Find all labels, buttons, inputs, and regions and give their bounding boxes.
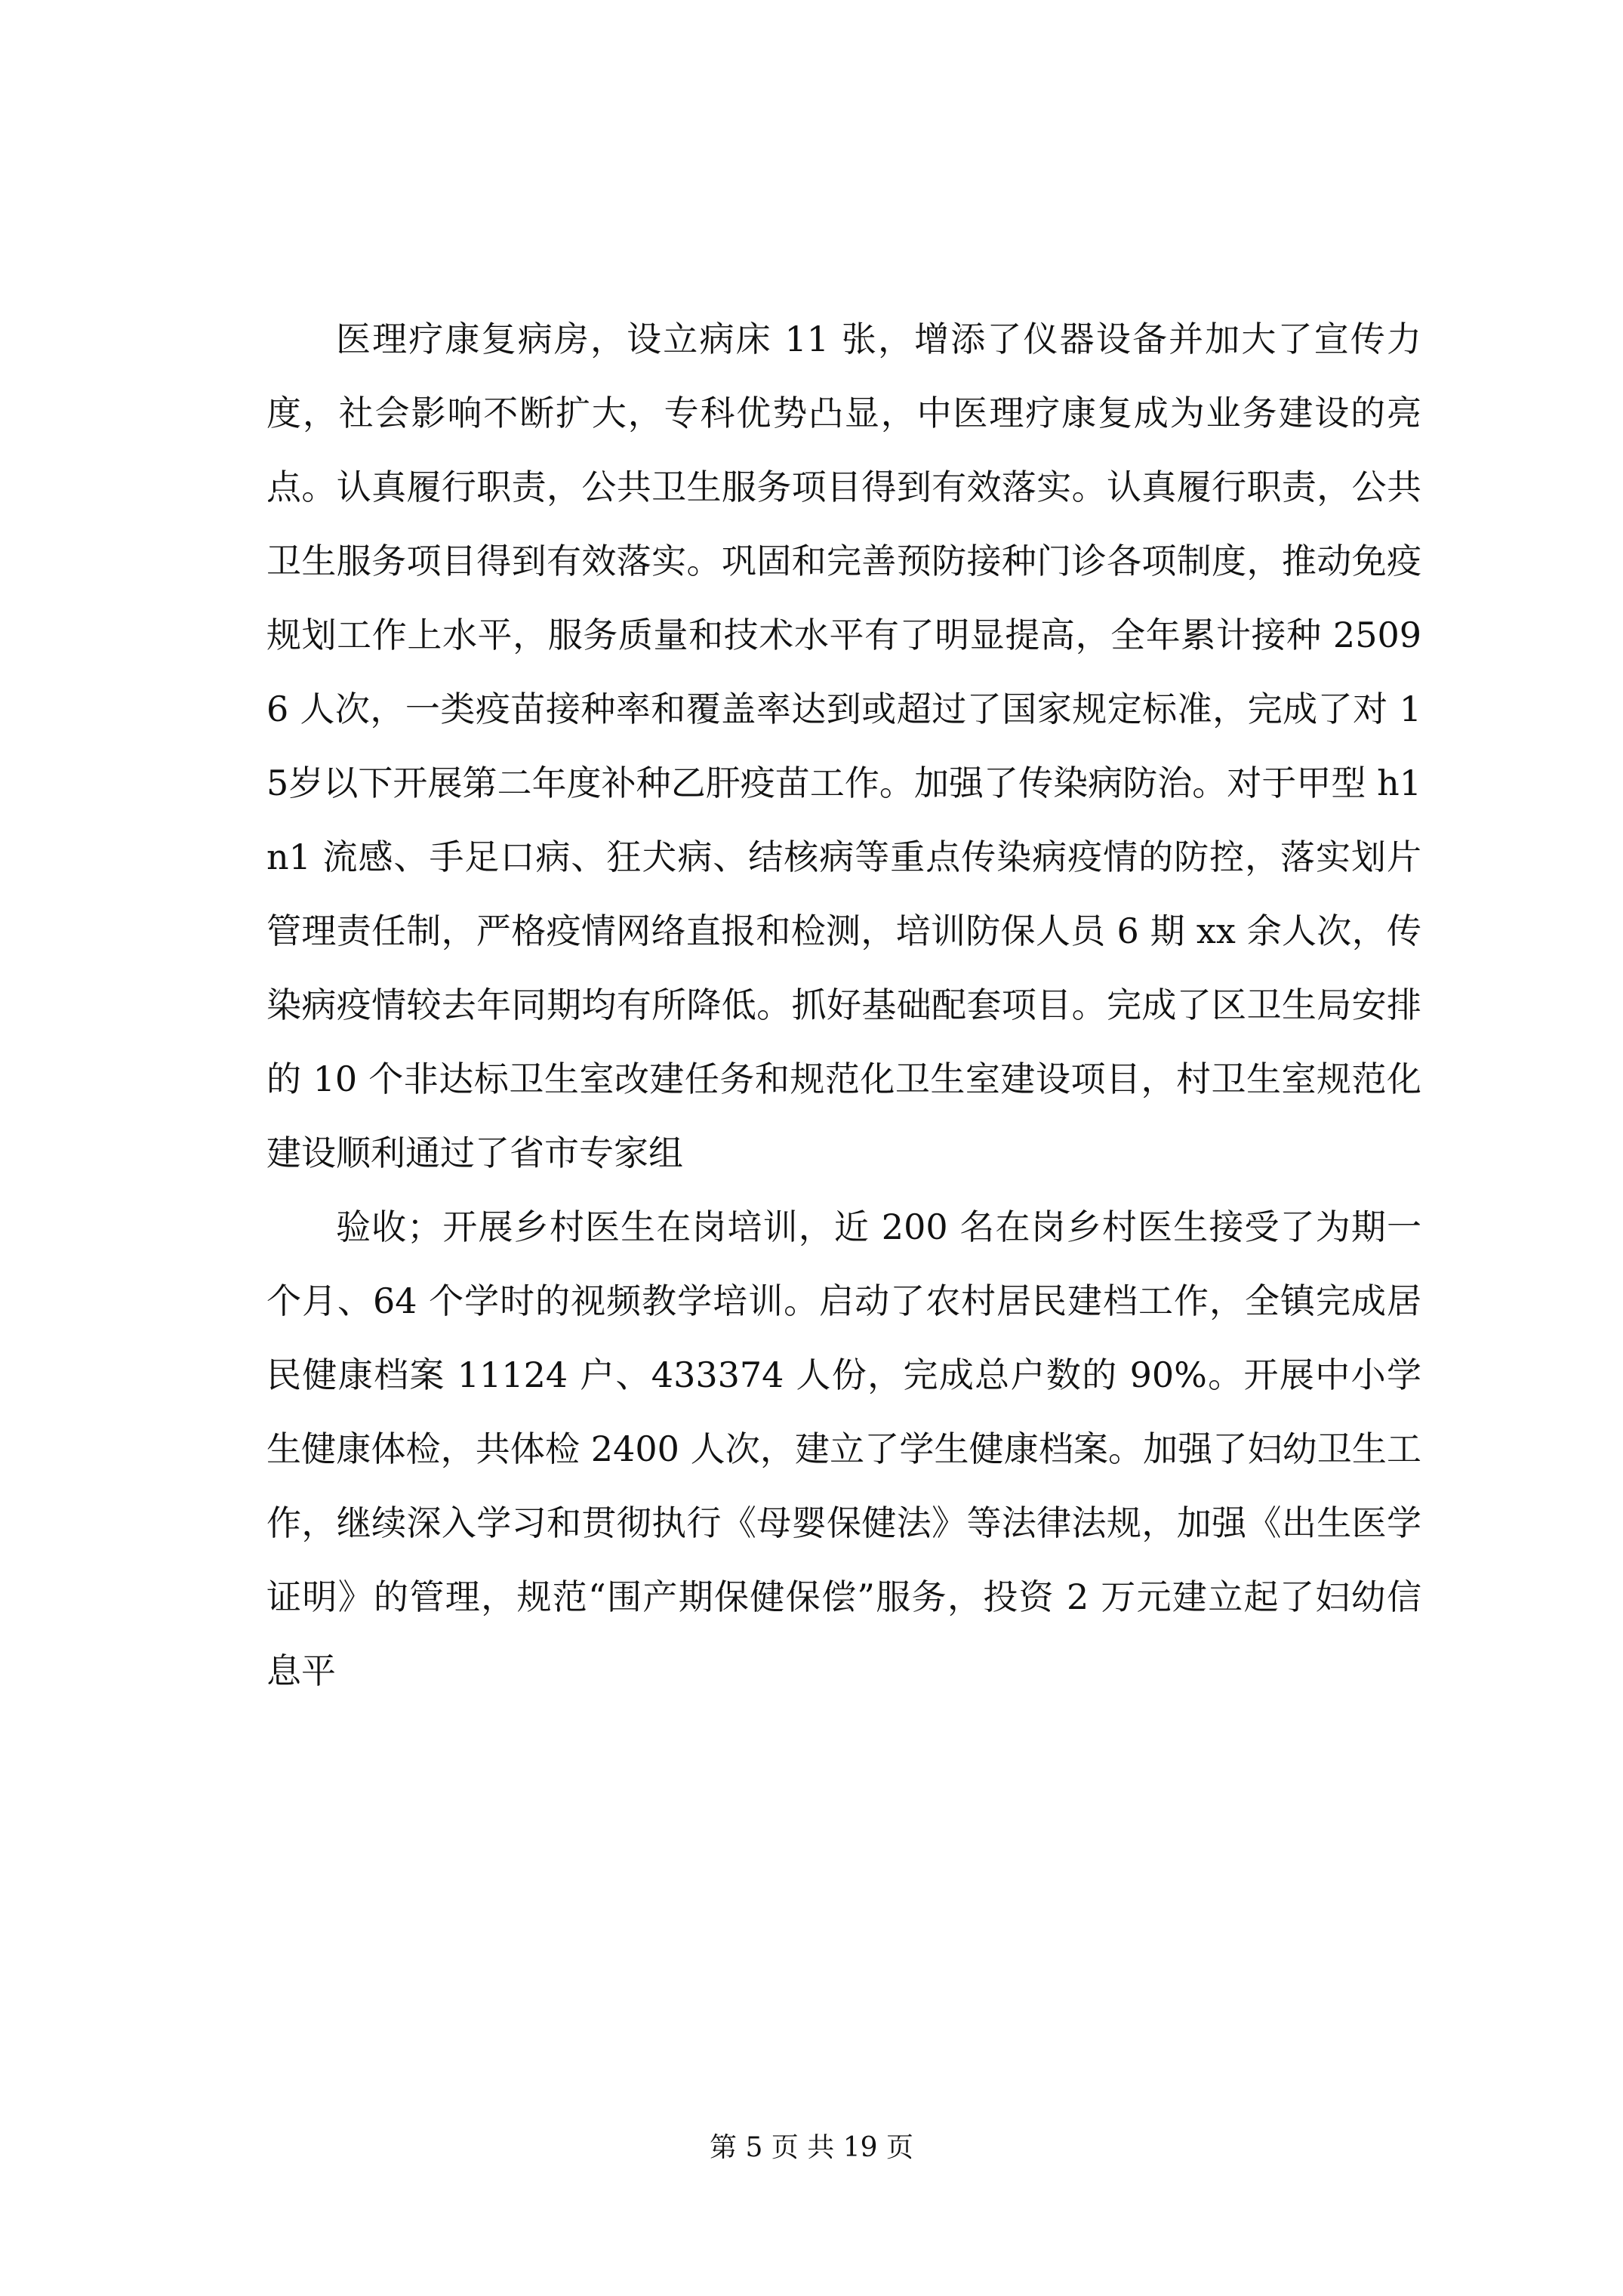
text-line: 执行《母婴保健法》等法律法规，加强《出生医学证明》的管理， xyxy=(266,1502,1421,1617)
text-line: 验收；开展乡村医生在岗培训，近 200 名在岗乡村医生接受 xyxy=(336,1207,1280,1247)
body-text xyxy=(266,302,1421,1708)
page-footer xyxy=(0,2131,1623,2165)
text-line: 质量和技术水平有了明显提高，全年累计接种 25096 人次，一类 xyxy=(266,615,1421,729)
text-line: 抓好基础配套项目。完成了区卫生局安排的 10 个非达标卫生室 xyxy=(266,985,1421,1099)
text-line: 效落实。认真履行职责，公共卫生服务项目得到有效落实。巩固 xyxy=(266,467,1421,581)
text-line: 训防保人员 6 期 xx 余人次，传染病疫情较去年同期均有所降低。 xyxy=(266,911,1422,1025)
text-line: 过了省市专家组 xyxy=(440,1133,683,1173)
paragraph-1 xyxy=(266,302,1421,1190)
paragraph-2 xyxy=(266,1190,1421,1708)
text-line: 改建任务和规范化卫生室建设项目，村卫生室规范化建设顺利通 xyxy=(266,1059,1422,1173)
text-line: 岁以下开展第二年度补种乙肝疫苗工作。加强了传染病防治。对 xyxy=(288,763,1262,803)
text-line: 了为期一个月、64 个学时的视频教学培训。启动了农村居民建 xyxy=(266,1207,1422,1321)
text-line: 总户数的 90%。开展中小学生健康体检，共体检 2400 人次，建 xyxy=(266,1354,1421,1469)
text-line: 疫苗接种率和覆盖率达到或超过了国家规定标准，完成了对 15 xyxy=(266,689,1422,803)
text-line: 于甲型 h1n1 流感、手足口病、狂犬病、结核病等重点传染病疫 xyxy=(266,763,1422,877)
text-line: 了宣传力度，社会影响不断扩大，专科优势凸显，中医理疗康复 xyxy=(266,319,1421,433)
text-line: 档工作，全镇完成居民健康档案 11124 户、433374 人份，完成 xyxy=(266,1281,1422,1395)
text-line: 情的防控，落实划片管理责任制，严格疫情网络直报和检测，培 xyxy=(266,837,1422,951)
text-line: 规范“围产期保健保偿”服务，投资 2 万元建立起了妇幼信息平 xyxy=(266,1576,1422,1691)
text-line: 成为业务建设的亮点。认真履行职责，公共卫生服务项目得到有 xyxy=(266,393,1422,507)
text-line: 和完善预防接种门诊各项制度，推动免疫规划工作上水平，服务 xyxy=(266,541,1421,655)
text-line: 立了学生健康档案。加强了妇幼卫生工作，继续深入学习和贯彻 xyxy=(266,1428,1422,1543)
page-number: 第 5 页 共 19 页 xyxy=(710,2132,913,2163)
text-line: 医理疗康复病房，设立病床 11 张，增添了仪器设备并加大 xyxy=(336,319,1278,359)
